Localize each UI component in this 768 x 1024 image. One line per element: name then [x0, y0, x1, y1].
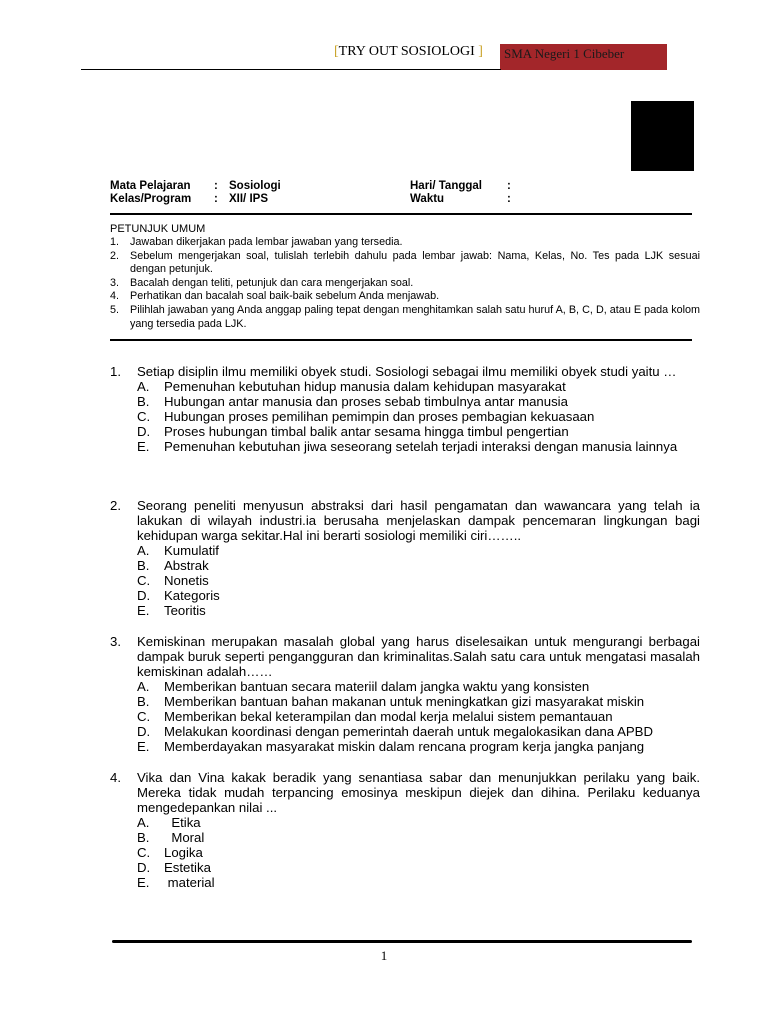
question-text: Vika dan Vina kakak beradik yang senantiasa sabar dan menunjukkan perilaku yang baik. Mereka tidak mudah terpancing emosinya meskipun diejek dan dihina. Perilaku keduanya mengedepankan nilai ...: [137, 770, 700, 815]
option-b: [110, 694, 700, 709]
question-3: [110, 634, 700, 754]
option-letter: A.: [137, 679, 150, 694]
option-text: Melakukan koordinasi dengan pemerintah daerah untuk megalokasikan dana APBD: [164, 724, 653, 739]
option-text: Memberikan bantuan bahan makanan untuk meningkatkan gizi masyarakat miskin: [164, 694, 645, 709]
option-letter: B.: [137, 394, 150, 409]
option-a: [110, 679, 700, 694]
option-letter: D.: [137, 860, 151, 875]
subject-label: Mata Pelajaran: [110, 180, 191, 192]
option-text: Logika: [164, 845, 203, 860]
instruction-item: [110, 236, 700, 250]
question-num: 4.: [110, 770, 121, 785]
question-num: 2.: [110, 498, 121, 513]
option-letter: D.: [137, 588, 151, 603]
instruction-num: 5.: [110, 303, 120, 316]
bracket-open: [: [334, 44, 339, 59]
option-d: [110, 724, 700, 739]
header-school-badge: [500, 44, 667, 70]
question-num: 3.: [110, 634, 121, 649]
subject-colon: :: [214, 180, 218, 192]
option-e: [110, 739, 700, 754]
option-text: Hubungan antar manusia dan proses sebab timbulnya antar manusia: [164, 394, 568, 409]
option-b: [110, 830, 700, 845]
option-text: Etika: [164, 815, 201, 830]
bracket-close: ]: [478, 44, 483, 59]
header-title-text: TRY OUT SOSIOLOGI: [338, 44, 475, 59]
question-text: Seorang peneliti menyusun abstraksi dari hasil pengamatan dan wawancara yang telah ia lakukan di wilayah industri.ia berusaha menjelaskan dampak pencemaran lingkungan bagi kehidupan warga sekitar.Hal ini berarti sosiologi memiliki ciri……..: [137, 498, 700, 543]
question-4: [110, 770, 700, 890]
option-letter: B.: [137, 694, 150, 709]
option-e: [110, 875, 700, 890]
header-title: [334, 44, 483, 60]
option-c: [110, 409, 700, 424]
question-num: 1.: [110, 364, 121, 379]
instructions-title: PETUNJUK UMUM: [110, 223, 206, 235]
time-colon: :: [507, 193, 511, 205]
option-text: Kumulatif: [164, 543, 219, 558]
option-letter: B.: [137, 558, 150, 573]
black-box: [631, 101, 694, 171]
instruction-num: 4.: [110, 290, 120, 303]
option-c: [110, 709, 700, 724]
option-letter: D.: [137, 424, 151, 439]
instruction-text: Sebelum mengerjakan soal, tulislah terlebih dahulu pada lembar jawab: Nama, Kelas, No. Tes pada LJK sesuai dengan petunjuk.: [130, 249, 700, 276]
subject-value: Sosiologi: [229, 180, 281, 192]
option-letter: E.: [137, 439, 150, 454]
instruction-num: 2.: [110, 249, 120, 262]
option-letter: A.: [137, 543, 150, 558]
option-text: Kategoris: [164, 588, 220, 603]
option-text: Pemenuhan kebutuhan hidup manusia dalam kehidupan masyarakat: [164, 379, 566, 394]
option-a: [110, 815, 700, 830]
option-text: Estetika: [164, 860, 211, 875]
option-c: [110, 573, 700, 588]
option-letter: D.: [137, 724, 151, 739]
question-text: Kemiskinan merupakan masalah global yang harus diselesaikan untuk mengurangi berbagai dampak buruk seperti pengangguran dan kriminalitas.Salah satu cara untuk mengatasi masalah kemiskinan adalah……: [137, 634, 700, 679]
option-letter: E.: [137, 739, 150, 754]
instructions-divider: [110, 339, 692, 341]
option-text: Hubungan proses pemilihan pemimpin dan proses pembagian kekuasaan: [164, 409, 595, 424]
option-letter: B.: [137, 830, 150, 845]
option-e: [110, 603, 700, 618]
instruction-num: 1.: [110, 236, 120, 248]
option-text: Memberdayakan masyarakat miskin dalam rencana program kerja jangka panjang: [164, 739, 645, 754]
option-text: Memberikan bekal keterampilan dan modal kerja melalui sistem pemantauan: [164, 709, 613, 724]
instruction-text: Bacalah dengan teliti, petunjuk dan cara mengerjakan soal.: [130, 276, 414, 289]
instruction-text: Jawaban dikerjakan pada lembar jawaban yang tersedia.: [130, 236, 403, 248]
option-a: [110, 543, 700, 558]
class-label: Kelas/Program: [110, 193, 192, 205]
option-a: [110, 379, 700, 394]
footer-divider: [112, 940, 692, 943]
option-text: Teoritis: [164, 603, 206, 618]
option-letter: E.: [137, 875, 150, 890]
option-b: [110, 394, 700, 409]
info-divider: [110, 213, 692, 215]
option-text: Pemenuhan kebutuhan jiwa seseorang setelah terjadi interaksi dengan manusia lainnya: [164, 439, 678, 454]
instruction-item: [110, 290, 700, 304]
header-divider: [81, 69, 501, 70]
question-1: [110, 364, 700, 454]
page-number: 1: [380, 948, 388, 963]
instruction-item: [110, 250, 700, 277]
option-letter: A.: [137, 379, 150, 394]
instruction-num: 3.: [110, 276, 120, 289]
class-value: XII/ IPS: [229, 193, 268, 205]
option-c: [110, 845, 700, 860]
time-label: Waktu: [410, 193, 445, 205]
instruction-item: [110, 304, 700, 331]
option-letter: C.: [137, 409, 151, 424]
header-school-text: SMA Negeri 1 Cibeber: [504, 46, 625, 61]
option-text: Proses hubungan timbal balik antar sesama hingga timbul pengertian: [164, 424, 569, 439]
date-colon: :: [507, 180, 511, 192]
question-2: [110, 498, 700, 618]
option-text: Memberikan bantuan secara materiil dalam jangka waktu yang konsisten: [164, 679, 590, 694]
option-b: [110, 558, 700, 573]
question-text: Setiap disiplin ilmu memiliki obyek studi. Sosiologi sebagai ilmu memiliki obyek studi yaitu …: [137, 364, 677, 379]
option-d: [110, 424, 700, 439]
instruction-text: Pilihlah jawaban yang Anda anggap paling tepat dengan menghitamkan salah satu huruf A, B, C, D, atau E pada kolom yang tersedia pada LJK.: [130, 303, 700, 330]
class-colon: :: [214, 193, 218, 205]
option-d: [110, 860, 700, 875]
option-letter: C.: [137, 709, 151, 724]
option-e: [110, 439, 700, 454]
option-text: Abstrak: [164, 558, 209, 573]
option-text: Moral: [164, 830, 205, 845]
option-letter: A.: [137, 815, 150, 830]
option-text: Nonetis: [164, 573, 209, 588]
option-d: [110, 588, 700, 603]
option-letter: C.: [137, 573, 151, 588]
option-letter: E.: [137, 603, 150, 618]
option-letter: C.: [137, 845, 151, 860]
option-text: material: [164, 875, 215, 890]
instruction-item: [110, 277, 700, 291]
instructions-list: [110, 236, 700, 331]
instruction-text: Perhatikan dan bacalah soal baik-baik sebelum Anda menjawab.: [130, 290, 440, 303]
date-label: Hari/ Tanggal: [410, 180, 482, 192]
